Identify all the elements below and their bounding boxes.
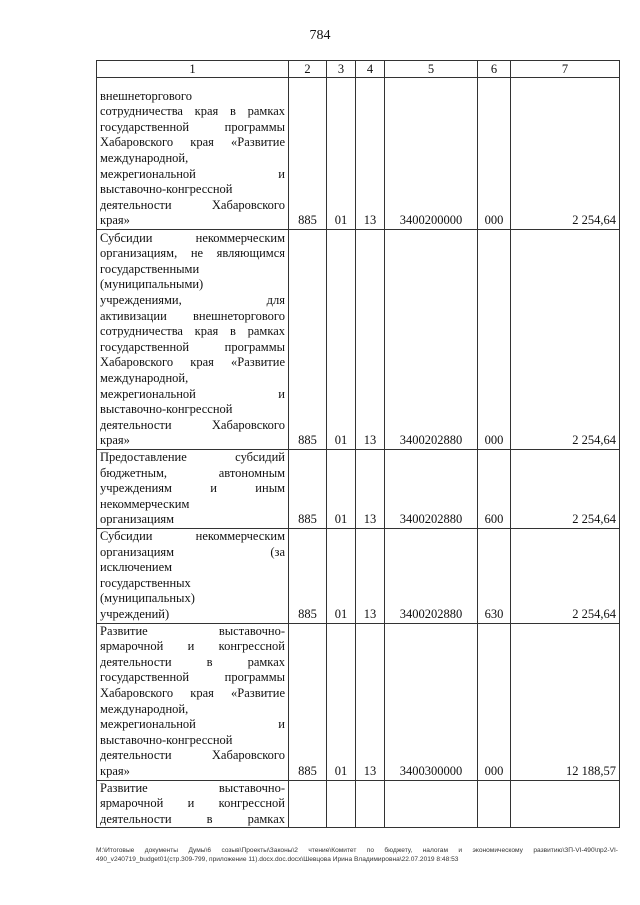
subsection-code: 13 [356, 623, 385, 780]
subsection-code: 13 [356, 450, 385, 529]
expense-item-name-line: государственной программы [100, 339, 285, 354]
expense-item-name-line: государственными [100, 261, 200, 276]
column-header: 5 [385, 61, 478, 78]
expense-item-name-line: деятельности в рамках [100, 811, 285, 826]
amount-value: 2 254,64 [511, 78, 620, 230]
expense-item-name [97, 528, 289, 623]
expense-item-name-line: государственной программы [100, 670, 285, 685]
expense-item-name-line: Развитие выставочно- [100, 623, 285, 638]
ministry-code [289, 780, 327, 828]
expense-item-name [97, 230, 289, 450]
expense-item-name-line: некоммерческим [100, 496, 190, 511]
expense-item-name-line: государственной программы [100, 119, 285, 134]
subsection-code: 13 [356, 528, 385, 623]
expense-item-name-line: деятельности Хабаровского [100, 748, 285, 763]
target-article-code: 3400202880 [385, 450, 478, 529]
target-article-code: 3400202880 [385, 230, 478, 450]
expense-item-name-line: международной, [100, 151, 189, 166]
subsection-code [356, 780, 385, 828]
amount-value: 2 254,64 [511, 230, 620, 450]
target-article-code: 3400200000 [385, 78, 478, 230]
subsection-code: 13 [356, 78, 385, 230]
document-footer-path [96, 846, 618, 864]
table-header-row [97, 61, 620, 78]
expense-item-name [97, 623, 289, 780]
expense-item-name-line: выставочно-конгрессной [100, 402, 233, 417]
expense-item-name-line: внешнеторгового [100, 88, 192, 103]
expense-item-name-line: (муниципальных) [100, 591, 195, 606]
expense-item-name-line: ярмарочной и конгрессной [100, 796, 285, 811]
expense-item-name-line: бюджетным, автономным [100, 465, 285, 480]
target-article-code [385, 780, 478, 828]
amount-value: 12 188,57 [511, 623, 620, 780]
expense-item-name-line: Предоставление субсидий [100, 450, 285, 464]
expense-item-name-line: активизации внешнеторгового [100, 308, 285, 323]
table-row [97, 528, 620, 623]
expense-item-name-line: учреждений) [100, 606, 170, 621]
amount-value: 2 254,64 [511, 450, 620, 529]
expense-item-name-line: выставочно-конгрессной [100, 732, 233, 747]
expense-item-name-line: межрегиональной и [100, 717, 285, 732]
table-row [97, 230, 620, 450]
expense-item-name-line: края» [100, 763, 130, 778]
subsection-code: 13 [356, 230, 385, 450]
expense-item-name-line: международной, [100, 371, 189, 386]
column-header: 1 [97, 61, 289, 78]
expense-item-name-line: Хабаровского края «Развитие [100, 355, 285, 370]
expense-type-code [478, 780, 511, 828]
expense-item-name-line: ярмарочной и конгрессной [100, 639, 285, 654]
table-row [97, 780, 620, 828]
table-row [97, 450, 620, 529]
expense-item-name-line: Субсидии некоммерческим [100, 230, 285, 245]
amount-value: 2 254,64 [511, 528, 620, 623]
expense-item-name-line: организациям (за [100, 544, 285, 559]
expense-item-name-line: края» [100, 213, 130, 228]
expense-type-code: 000 [478, 623, 511, 780]
section-code: 01 [327, 230, 356, 450]
section-code: 01 [327, 450, 356, 529]
ministry-code: 885 [289, 623, 327, 780]
expense-item-name [97, 78, 289, 230]
expense-type-code: 630 [478, 528, 511, 623]
column-header: 6 [478, 61, 511, 78]
section-code: 01 [327, 623, 356, 780]
table-row [97, 623, 620, 780]
expense-item-name-line: учреждениям и иным [100, 481, 285, 496]
expense-item-name-line: выставочно-конгрессной [100, 182, 233, 197]
ministry-code: 885 [289, 450, 327, 529]
expense-item-name-line: организациям [100, 512, 175, 527]
footer-line: М:\Итоговые документы Думы\6 созыв\Проекты\Законы\2 чтение\Комитет по бюджету, налогам и экономическому развитию\ЗП-VI-490\пр2-VI- [96, 847, 618, 854]
amount-value [511, 780, 620, 828]
column-header: 7 [511, 61, 620, 78]
expense-item-name-line: деятельности Хабаровского [100, 417, 285, 432]
section-code [327, 780, 356, 828]
table-row [97, 78, 620, 230]
expense-item-name-line: межрегиональной и [100, 166, 285, 181]
expense-item-name-line: Развитие выставочно- [100, 780, 285, 795]
expense-type-code: 600 [478, 450, 511, 529]
column-header: 3 [327, 61, 356, 78]
ministry-code: 885 [289, 78, 327, 230]
expense-item-name [97, 780, 289, 828]
expense-item-name-line: края» [100, 433, 130, 448]
expense-item-name-line: деятельности в рамках [100, 654, 285, 669]
ministry-code: 885 [289, 230, 327, 450]
expense-item-name-line: Хабаровского края «Развитие [100, 135, 285, 150]
column-header: 4 [356, 61, 385, 78]
section-code: 01 [327, 78, 356, 230]
expense-item-name-line: Субсидии некоммерческим [100, 528, 285, 543]
footer-line: 490_v240719_budget01(стр.309-799, приложение 11).docx.doc.docx\Шевцова Ирина Владимировна\22.07.2019 8:48:53 [96, 856, 459, 863]
ministry-code: 885 [289, 528, 327, 623]
expense-item-name-line: организациям, не являющимся [100, 246, 285, 261]
expense-item-name [97, 450, 289, 529]
expense-item-name-line: исключением [100, 560, 173, 575]
target-article-code: 3400202880 [385, 528, 478, 623]
expense-item-name-line: учреждениями, для [100, 293, 285, 308]
target-article-code: 3400300000 [385, 623, 478, 780]
section-code: 01 [327, 528, 356, 623]
expense-item-name-line: межрегиональной и [100, 386, 285, 401]
expense-item-name-line: сотрудничества края в рамках [100, 324, 285, 339]
expense-item-name-line: государственных [100, 575, 191, 590]
expense-item-name-line: сотрудничества края в рамках [100, 104, 285, 119]
expense-item-name-line: деятельности Хабаровского [100, 197, 285, 212]
page-number: 784 [309, 28, 331, 43]
expense-type-code: 000 [478, 78, 511, 230]
column-header: 2 [289, 61, 327, 78]
expense-item-name-line: Хабаровского края «Развитие [100, 685, 285, 700]
expense-item-name-line: международной, [100, 701, 189, 716]
budget-table [96, 60, 620, 828]
expense-item-name-line: (муниципальными) [100, 277, 204, 292]
expense-type-code: 000 [478, 230, 511, 450]
